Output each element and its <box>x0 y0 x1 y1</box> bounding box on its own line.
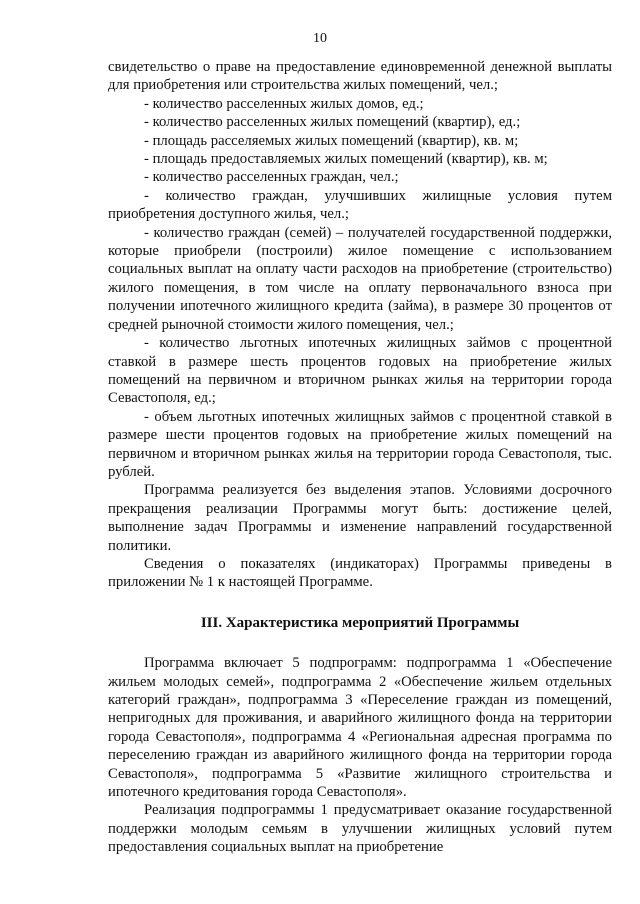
paragraph: - количество расселенных жилых помещений (квартир), ед.; <box>144 114 521 131</box>
paragraph: - количество расселенных граждан, чел.; <box>144 169 399 186</box>
paragraph: - объем льготных ипотечных жилищных займов с процентной ставкой в размере шести процентов годовых на приобретение жилых помещений на первичном и вторичном рынках жилья на территории города Севастополя, тыс. рублей. <box>108 408 612 480</box>
paragraphs-after-heading <box>108 654 612 856</box>
paragraph: - площадь предоставляемых жилых помещений (квартир), кв. м; <box>144 151 548 168</box>
paragraph: Реализация подпрограммы 1 предусматривает оказание государственной поддержки молодым семьям в улучшении жилищных условий путем предоставления социальных выплат на приобретение <box>108 802 612 856</box>
paragraph: - количество граждан, улучшивших жилищные условия путем приобретения доступного жилья, чел.; <box>108 187 612 223</box>
paragraphs-before-heading <box>108 58 612 592</box>
paragraph: - количество граждан (семей) – получателей государственной поддержки, которые приобрели (построили) жилое помещение с использованием социальных выплат на оплату части расходов на приобретение (строительство) жилого помещения, в том числе на оплату первоначального взноса при получении ипотечного жилищного кредита (займа), в размере 30 процентов от средней рыночной стоимости жилого помещения, чел.; <box>108 224 612 333</box>
page-number: 10 <box>313 31 327 46</box>
paragraph: - площадь расселяемых жилых помещений (квартир), кв. м; <box>144 132 519 149</box>
paragraph: Программа включает 5 подпрограмм: подпрограмма 1 «Обеспечение жильем молодых семей», подпрограмма 2 «Обеспечение жильем отдельных категорий граждан», подпрограмма 3 «Переселение граждан из помещений, непригодных для проживания, и аварийного жилищного фонда на территории города Севастополя», подпрограмма 4 «Региональная адресная программа по переселению граждан из аварийного жилищного фонда на территории города Севастополя», подпрограмма 5 «Развитие жилищного строительства и ипотечного кредитования города Севастополя». <box>108 655 612 801</box>
document-body <box>108 58 612 857</box>
paragraph: Сведения о показателях (индикаторах) Программы приведены в приложении № 1 к настоящей Программе. <box>108 555 612 591</box>
paragraph: свидетельство о праве на предоставление единовременной денежной выплаты для приобретения или строительства жилых помещений, чел.; <box>108 59 612 94</box>
section-heading: III. Характеристика мероприятий Программы <box>200 614 520 631</box>
paragraph: - количество расселенных жилых домов, ед.; <box>144 95 424 112</box>
paragraph: - количество льготных ипотечных жилищных займов с процентной ставкой в размере шесть процентов годовых на приобретение жилых помещений на первичном и вторичном рынках жилья на территории города Севастополя, ед.; <box>108 335 612 407</box>
paragraph: Программа реализуется без выделения этапов. Условиями досрочного прекращения реализации Программы могут быть: достижение целей, выполнение задач Программы и изменение направлений государственной политики. <box>108 482 612 554</box>
